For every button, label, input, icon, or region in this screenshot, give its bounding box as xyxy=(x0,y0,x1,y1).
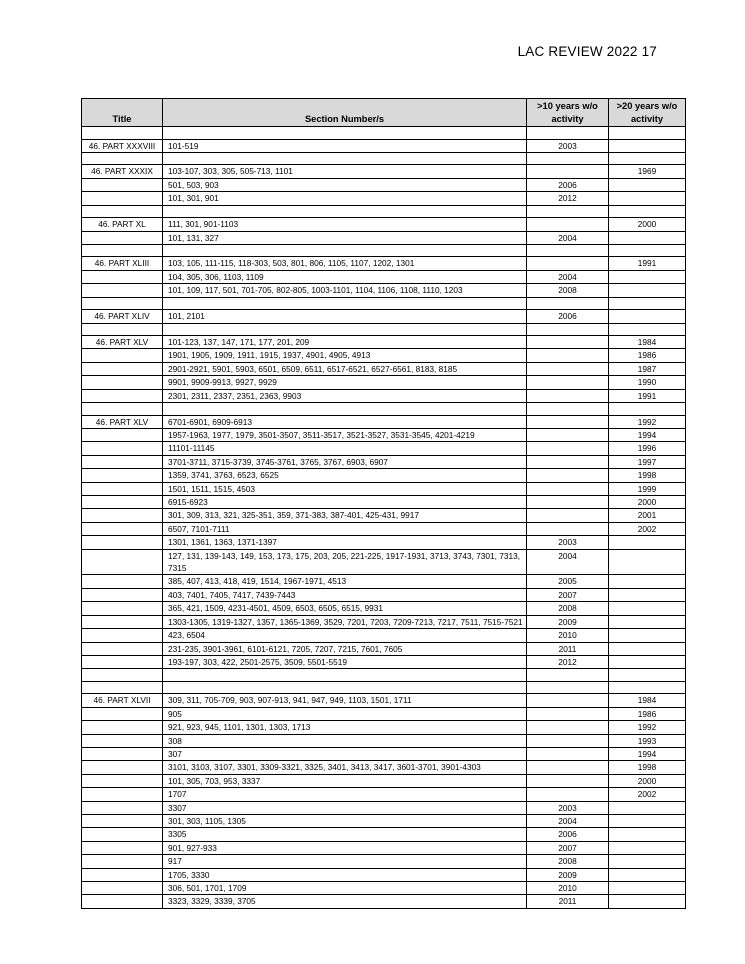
ten-year-cell: 2006 xyxy=(527,828,609,841)
title-cell xyxy=(82,575,163,588)
ten-year-cell xyxy=(527,669,609,682)
ten-year-cell xyxy=(527,482,609,495)
ten-year-cell xyxy=(527,323,609,336)
title-cell xyxy=(82,536,163,549)
table-row xyxy=(82,841,686,854)
twenty-year-cell xyxy=(609,549,686,575)
ten-year-cell xyxy=(527,681,609,694)
title-cell xyxy=(82,270,163,283)
table-row xyxy=(82,882,686,895)
twenty-year-cell xyxy=(609,681,686,694)
section-numbers-cell: 101, 2101 xyxy=(163,310,527,323)
review-table xyxy=(81,98,686,909)
title-cell xyxy=(82,841,163,854)
twenty-year-cell xyxy=(609,178,686,191)
section-numbers-cell xyxy=(163,669,527,682)
table-row xyxy=(82,747,686,760)
title-cell: 46. PART XL xyxy=(82,218,163,231)
twenty-year-cell: 1990 xyxy=(609,376,686,389)
table-row xyxy=(82,310,686,323)
ten-year-cell: 2010 xyxy=(527,882,609,895)
ten-year-cell: 2008 xyxy=(527,284,609,297)
title-cell: 46. PART XLIV xyxy=(82,310,163,323)
twenty-year-cell: 1991 xyxy=(609,389,686,402)
title-cell: 46. PART XLVII xyxy=(82,694,163,707)
ten-year-cell xyxy=(527,761,609,774)
section-numbers-cell: 901, 927-933 xyxy=(163,841,527,854)
section-numbers-cell: 103-107, 303, 305, 505-713, 1101 xyxy=(163,165,527,178)
twenty-year-cell xyxy=(609,882,686,895)
title-cell: 46. PART XXXVIII xyxy=(82,139,163,152)
table-row xyxy=(82,165,686,178)
section-numbers-cell xyxy=(163,297,527,310)
column-header-20-years: >20 years w/o activity xyxy=(609,99,686,127)
title-cell xyxy=(82,192,163,205)
section-numbers-cell: 3323, 3329, 3339, 3705 xyxy=(163,895,527,908)
title-cell xyxy=(82,855,163,868)
ten-year-cell: 2007 xyxy=(527,841,609,854)
section-numbers-cell: 1359, 3741, 3763, 6523, 6525 xyxy=(163,469,527,482)
section-numbers-cell: 905 xyxy=(163,707,527,720)
section-numbers-cell: 101-519 xyxy=(163,139,527,152)
table-row xyxy=(82,496,686,509)
ten-year-cell xyxy=(527,496,609,509)
table-row xyxy=(82,455,686,468)
section-numbers-cell: 193-197, 303, 422, 2501-2575, 3509, 5501-5519 xyxy=(163,655,527,668)
table-row xyxy=(82,855,686,868)
twenty-year-cell: 2002 xyxy=(609,788,686,801)
table-row xyxy=(82,323,686,336)
title-cell xyxy=(82,602,163,615)
section-numbers-cell: 1301, 1361, 1363, 1371-1397 xyxy=(163,536,527,549)
title-cell xyxy=(82,642,163,655)
twenty-year-cell xyxy=(609,127,686,140)
table-row xyxy=(82,694,686,707)
table-row xyxy=(82,669,686,682)
section-numbers-cell: 3305 xyxy=(163,828,527,841)
title-cell xyxy=(82,669,163,682)
section-numbers-cell: 1901, 1905, 1909, 1911, 1915, 1937, 4901, 4905, 4913 xyxy=(163,349,527,362)
ten-year-cell xyxy=(527,349,609,362)
ten-year-cell: 2006 xyxy=(527,178,609,191)
ten-year-cell: 2009 xyxy=(527,868,609,881)
table-row xyxy=(82,814,686,827)
table-row xyxy=(82,349,686,362)
column-header-section-numbers: Section Number/s xyxy=(163,99,527,127)
ten-year-cell xyxy=(527,788,609,801)
table-row xyxy=(82,152,686,165)
section-numbers-cell: 111, 301, 901-1103 xyxy=(163,218,527,231)
section-numbers-cell: 9901, 9909-9913, 9927, 9929 xyxy=(163,376,527,389)
table-row xyxy=(82,442,686,455)
ten-year-cell: 2009 xyxy=(527,615,609,628)
ten-year-cell xyxy=(527,707,609,720)
twenty-year-cell xyxy=(609,323,686,336)
title-cell xyxy=(82,788,163,801)
table-row xyxy=(82,721,686,734)
ten-year-cell xyxy=(527,415,609,428)
title-cell xyxy=(82,178,163,191)
title-cell xyxy=(82,588,163,601)
ten-year-cell: 2003 xyxy=(527,801,609,814)
ten-year-cell xyxy=(527,257,609,270)
table-row xyxy=(82,642,686,655)
title-cell: 46. PART XLV xyxy=(82,336,163,349)
table-header xyxy=(82,99,686,127)
ten-year-cell xyxy=(527,774,609,787)
title-cell xyxy=(82,244,163,257)
section-numbers-cell: 385, 407, 413, 418, 419, 1514, 1967-1971, 4513 xyxy=(163,575,527,588)
title-cell xyxy=(82,284,163,297)
section-numbers-cell: 101, 301, 901 xyxy=(163,192,527,205)
twenty-year-cell: 1996 xyxy=(609,442,686,455)
table-row xyxy=(82,549,686,575)
section-numbers-cell: 1501, 1511, 1515, 4503 xyxy=(163,482,527,495)
section-numbers-cell xyxy=(163,127,527,140)
table-row xyxy=(82,828,686,841)
section-numbers-cell: 101, 305, 703, 953, 3337 xyxy=(163,774,527,787)
ten-year-cell xyxy=(527,509,609,522)
table-row xyxy=(82,575,686,588)
ten-year-cell xyxy=(527,455,609,468)
ten-year-cell: 2012 xyxy=(527,655,609,668)
section-numbers-cell: 1707 xyxy=(163,788,527,801)
title-cell: 46. PART XLIII xyxy=(82,257,163,270)
twenty-year-cell xyxy=(609,192,686,205)
section-numbers-cell xyxy=(163,403,527,416)
ten-year-cell xyxy=(527,165,609,178)
section-numbers-cell: 308 xyxy=(163,734,527,747)
twenty-year-cell xyxy=(609,231,686,244)
table-row xyxy=(82,389,686,402)
twenty-year-cell: 2001 xyxy=(609,509,686,522)
ten-year-cell xyxy=(527,336,609,349)
section-numbers-cell: 501, 503, 903 xyxy=(163,178,527,191)
title-cell xyxy=(82,747,163,760)
twenty-year-cell xyxy=(609,801,686,814)
section-numbers-cell: 2301, 2311, 2337, 2351, 2363, 9903 xyxy=(163,389,527,402)
title-cell xyxy=(82,349,163,362)
table-row xyxy=(82,615,686,628)
ten-year-cell: 2004 xyxy=(527,814,609,827)
twenty-year-cell: 1999 xyxy=(609,482,686,495)
section-numbers-cell xyxy=(163,681,527,694)
twenty-year-cell: 2000 xyxy=(609,774,686,787)
section-numbers-cell xyxy=(163,205,527,218)
title-cell xyxy=(82,231,163,244)
table-row xyxy=(82,482,686,495)
twenty-year-cell: 1998 xyxy=(609,761,686,774)
section-numbers-cell: 6915-6923 xyxy=(163,496,527,509)
table-row xyxy=(82,297,686,310)
ten-year-cell: 2008 xyxy=(527,602,609,615)
ten-year-cell xyxy=(527,429,609,442)
table-row xyxy=(82,284,686,297)
title-cell xyxy=(82,707,163,720)
twenty-year-cell: 1984 xyxy=(609,694,686,707)
twenty-year-cell: 1986 xyxy=(609,349,686,362)
ten-year-cell: 2008 xyxy=(527,855,609,868)
table-row xyxy=(82,774,686,787)
ten-year-cell: 2010 xyxy=(527,629,609,642)
table-row xyxy=(82,522,686,535)
table-row xyxy=(82,509,686,522)
twenty-year-cell xyxy=(609,536,686,549)
twenty-year-cell: 1994 xyxy=(609,429,686,442)
ten-year-cell xyxy=(527,297,609,310)
table-row xyxy=(82,139,686,152)
title-cell xyxy=(82,442,163,455)
twenty-year-cell: 1969 xyxy=(609,165,686,178)
ten-year-cell: 2003 xyxy=(527,536,609,549)
title-cell xyxy=(82,403,163,416)
section-numbers-cell: 301, 303, 1105, 1305 xyxy=(163,814,527,827)
column-header-10-years: >10 years w/o activity xyxy=(527,99,609,127)
ten-year-cell xyxy=(527,734,609,747)
table-row xyxy=(82,415,686,428)
title-cell xyxy=(82,205,163,218)
title-cell xyxy=(82,297,163,310)
twenty-year-cell xyxy=(609,629,686,642)
section-numbers-cell: 2901-2921, 5901, 5903, 6501, 6509, 6511, 6517-6521, 6527-6561, 8183, 8185 xyxy=(163,362,527,375)
twenty-year-cell xyxy=(609,284,686,297)
header-row xyxy=(82,99,686,127)
twenty-year-cell xyxy=(609,828,686,841)
section-numbers-cell xyxy=(163,244,527,257)
table-row xyxy=(82,734,686,747)
table-row xyxy=(82,376,686,389)
section-numbers-cell: 6701-6901, 6909-6913 xyxy=(163,415,527,428)
section-numbers-cell: 423, 6504 xyxy=(163,629,527,642)
title-cell xyxy=(82,469,163,482)
twenty-year-cell: 2000 xyxy=(609,218,686,231)
ten-year-cell xyxy=(527,522,609,535)
section-numbers-cell: 307 xyxy=(163,747,527,760)
section-numbers-cell: 1705, 3330 xyxy=(163,868,527,881)
section-numbers-cell: 1303-1305, 1319-1327, 1357, 1365-1369, 3529, 7201, 7203, 7209-7213, 7217, 7511, 7515-7521 xyxy=(163,615,527,628)
title-cell xyxy=(82,721,163,734)
twenty-year-cell xyxy=(609,575,686,588)
ten-year-cell xyxy=(527,721,609,734)
twenty-year-cell xyxy=(609,855,686,868)
twenty-year-cell xyxy=(609,244,686,257)
ten-year-cell: 2004 xyxy=(527,549,609,575)
table-row xyxy=(82,218,686,231)
table-row xyxy=(82,362,686,375)
section-numbers-cell: 101-123, 137, 147, 171, 177, 201, 209 xyxy=(163,336,527,349)
ten-year-cell: 2012 xyxy=(527,192,609,205)
ten-year-cell: 2011 xyxy=(527,642,609,655)
section-numbers-cell: 3101, 3103, 3107, 3301, 3309-3321, 3325, 3401, 3413, 3417, 3601-3701, 3901-4303 xyxy=(163,761,527,774)
table-row xyxy=(82,681,686,694)
section-numbers-cell xyxy=(163,323,527,336)
section-numbers-cell: 3701-3711, 3715-3739, 3745-3761, 3765, 3767, 6903, 6907 xyxy=(163,455,527,468)
title-cell xyxy=(82,389,163,402)
title-cell xyxy=(82,152,163,165)
title-cell xyxy=(82,522,163,535)
title-cell xyxy=(82,429,163,442)
title-cell xyxy=(82,509,163,522)
section-numbers-cell: 101, 131, 327 xyxy=(163,231,527,244)
title-cell xyxy=(82,681,163,694)
ten-year-cell xyxy=(527,376,609,389)
twenty-year-cell xyxy=(609,602,686,615)
ten-year-cell xyxy=(527,469,609,482)
ten-year-cell xyxy=(527,442,609,455)
ten-year-cell xyxy=(527,694,609,707)
title-cell xyxy=(82,655,163,668)
table-body xyxy=(82,127,686,909)
ten-year-cell: 2005 xyxy=(527,575,609,588)
title-cell xyxy=(82,868,163,881)
twenty-year-cell: 1992 xyxy=(609,721,686,734)
twenty-year-cell: 2002 xyxy=(609,522,686,535)
table-row xyxy=(82,257,686,270)
twenty-year-cell: 1984 xyxy=(609,336,686,349)
twenty-year-cell: 1991 xyxy=(609,257,686,270)
table-row xyxy=(82,205,686,218)
twenty-year-cell xyxy=(609,642,686,655)
twenty-year-cell: 1997 xyxy=(609,455,686,468)
twenty-year-cell xyxy=(609,615,686,628)
title-cell xyxy=(82,615,163,628)
title-cell xyxy=(82,323,163,336)
table-row xyxy=(82,761,686,774)
ten-year-cell: 2006 xyxy=(527,310,609,323)
table-row xyxy=(82,192,686,205)
title-cell xyxy=(82,761,163,774)
ten-year-cell: 2003 xyxy=(527,139,609,152)
table-row xyxy=(82,336,686,349)
section-numbers-cell: 365, 421, 1509, 4231-4501, 4509, 6503, 6505, 6515, 9931 xyxy=(163,602,527,615)
table-row xyxy=(82,602,686,615)
ten-year-cell: 2004 xyxy=(527,231,609,244)
ten-year-cell: 2011 xyxy=(527,895,609,908)
title-cell xyxy=(82,734,163,747)
title-cell xyxy=(82,774,163,787)
twenty-year-cell xyxy=(609,669,686,682)
ten-year-cell xyxy=(527,244,609,257)
twenty-year-cell: 1987 xyxy=(609,362,686,375)
section-numbers-cell: 11101-11145 xyxy=(163,442,527,455)
section-numbers-cell: 231-235, 3901-3961, 6101-6121, 7205, 7207, 7215, 7601, 7605 xyxy=(163,642,527,655)
table-row xyxy=(82,178,686,191)
section-numbers-cell: 127, 131, 139-143, 149, 153, 173, 175, 203, 205, 221-225, 1917-1931, 3713, 3743, 7301, 7313, 7315 xyxy=(163,549,527,575)
twenty-year-cell xyxy=(609,139,686,152)
title-cell: 46. PART XXXIX xyxy=(82,165,163,178)
table-row xyxy=(82,895,686,908)
title-cell xyxy=(82,801,163,814)
twenty-year-cell: 1992 xyxy=(609,415,686,428)
twenty-year-cell xyxy=(609,655,686,668)
twenty-year-cell xyxy=(609,895,686,908)
section-numbers-cell: 101, 109, 117, 501, 701-705, 802-805, 1003-1101, 1104, 1106, 1108, 1110, 1203 xyxy=(163,284,527,297)
table-row xyxy=(82,403,686,416)
twenty-year-cell xyxy=(609,588,686,601)
page-header: LAC REVIEW 2022 17 xyxy=(517,44,657,59)
title-cell xyxy=(82,482,163,495)
table-row xyxy=(82,536,686,549)
section-numbers-cell: 1957-1963, 1977, 1979, 3501-3507, 3511-3517, 3521-3527, 3531-3545, 4201-4219 xyxy=(163,429,527,442)
twenty-year-cell xyxy=(609,152,686,165)
ten-year-cell xyxy=(527,403,609,416)
twenty-year-cell xyxy=(609,270,686,283)
section-numbers-cell: 3307 xyxy=(163,801,527,814)
ten-year-cell xyxy=(527,747,609,760)
ten-year-cell xyxy=(527,152,609,165)
column-header-title: Title xyxy=(82,99,163,127)
title-cell xyxy=(82,127,163,140)
section-numbers-cell: 306, 501, 1701, 1709 xyxy=(163,882,527,895)
table-row xyxy=(82,629,686,642)
section-numbers-cell: 301, 309, 313, 321, 325-351, 359, 371-383, 387-401, 425-431, 9917 xyxy=(163,509,527,522)
title-cell xyxy=(82,828,163,841)
title-cell xyxy=(82,549,163,575)
twenty-year-cell xyxy=(609,297,686,310)
table-row xyxy=(82,868,686,881)
section-numbers-cell: 309, 311, 705-709, 903, 907-913, 941, 947, 949, 1103, 1501, 1711 xyxy=(163,694,527,707)
section-numbers-cell: 6507, 7101-7111 xyxy=(163,522,527,535)
title-cell xyxy=(82,362,163,375)
ten-year-cell xyxy=(527,205,609,218)
twenty-year-cell xyxy=(609,205,686,218)
table-row xyxy=(82,270,686,283)
ten-year-cell xyxy=(527,362,609,375)
title-cell xyxy=(82,629,163,642)
ten-year-cell: 2007 xyxy=(527,588,609,601)
table-row xyxy=(82,127,686,140)
twenty-year-cell: 1994 xyxy=(609,747,686,760)
table-row xyxy=(82,231,686,244)
twenty-year-cell: 1993 xyxy=(609,734,686,747)
title-cell: 46. PART XLV xyxy=(82,415,163,428)
table-row xyxy=(82,655,686,668)
section-numbers-cell xyxy=(163,152,527,165)
twenty-year-cell xyxy=(609,814,686,827)
section-numbers-cell: 104, 305, 306, 1103, 1109 xyxy=(163,270,527,283)
twenty-year-cell: 1998 xyxy=(609,469,686,482)
twenty-year-cell xyxy=(609,841,686,854)
ten-year-cell: 2004 xyxy=(527,270,609,283)
table-row xyxy=(82,429,686,442)
title-cell xyxy=(82,455,163,468)
title-cell xyxy=(82,895,163,908)
title-cell xyxy=(82,882,163,895)
ten-year-cell xyxy=(527,127,609,140)
section-numbers-cell: 403, 7401, 7405, 7417, 7439-7443 xyxy=(163,588,527,601)
twenty-year-cell xyxy=(609,403,686,416)
table-row xyxy=(82,244,686,257)
table-row xyxy=(82,588,686,601)
table-row xyxy=(82,801,686,814)
section-numbers-cell: 921, 923, 945, 1101, 1301, 1303, 1713 xyxy=(163,721,527,734)
ten-year-cell xyxy=(527,218,609,231)
title-cell xyxy=(82,496,163,509)
table-row xyxy=(82,788,686,801)
ten-year-cell xyxy=(527,389,609,402)
twenty-year-cell xyxy=(609,310,686,323)
section-numbers-cell: 103, 105, 111-115, 118-303, 503, 801, 806, 1105, 1107, 1202, 1301 xyxy=(163,257,527,270)
twenty-year-cell xyxy=(609,868,686,881)
twenty-year-cell: 2000 xyxy=(609,496,686,509)
table-row xyxy=(82,469,686,482)
title-cell xyxy=(82,376,163,389)
title-cell xyxy=(82,814,163,827)
section-numbers-cell: 917 xyxy=(163,855,527,868)
twenty-year-cell: 1986 xyxy=(609,707,686,720)
table-row xyxy=(82,707,686,720)
